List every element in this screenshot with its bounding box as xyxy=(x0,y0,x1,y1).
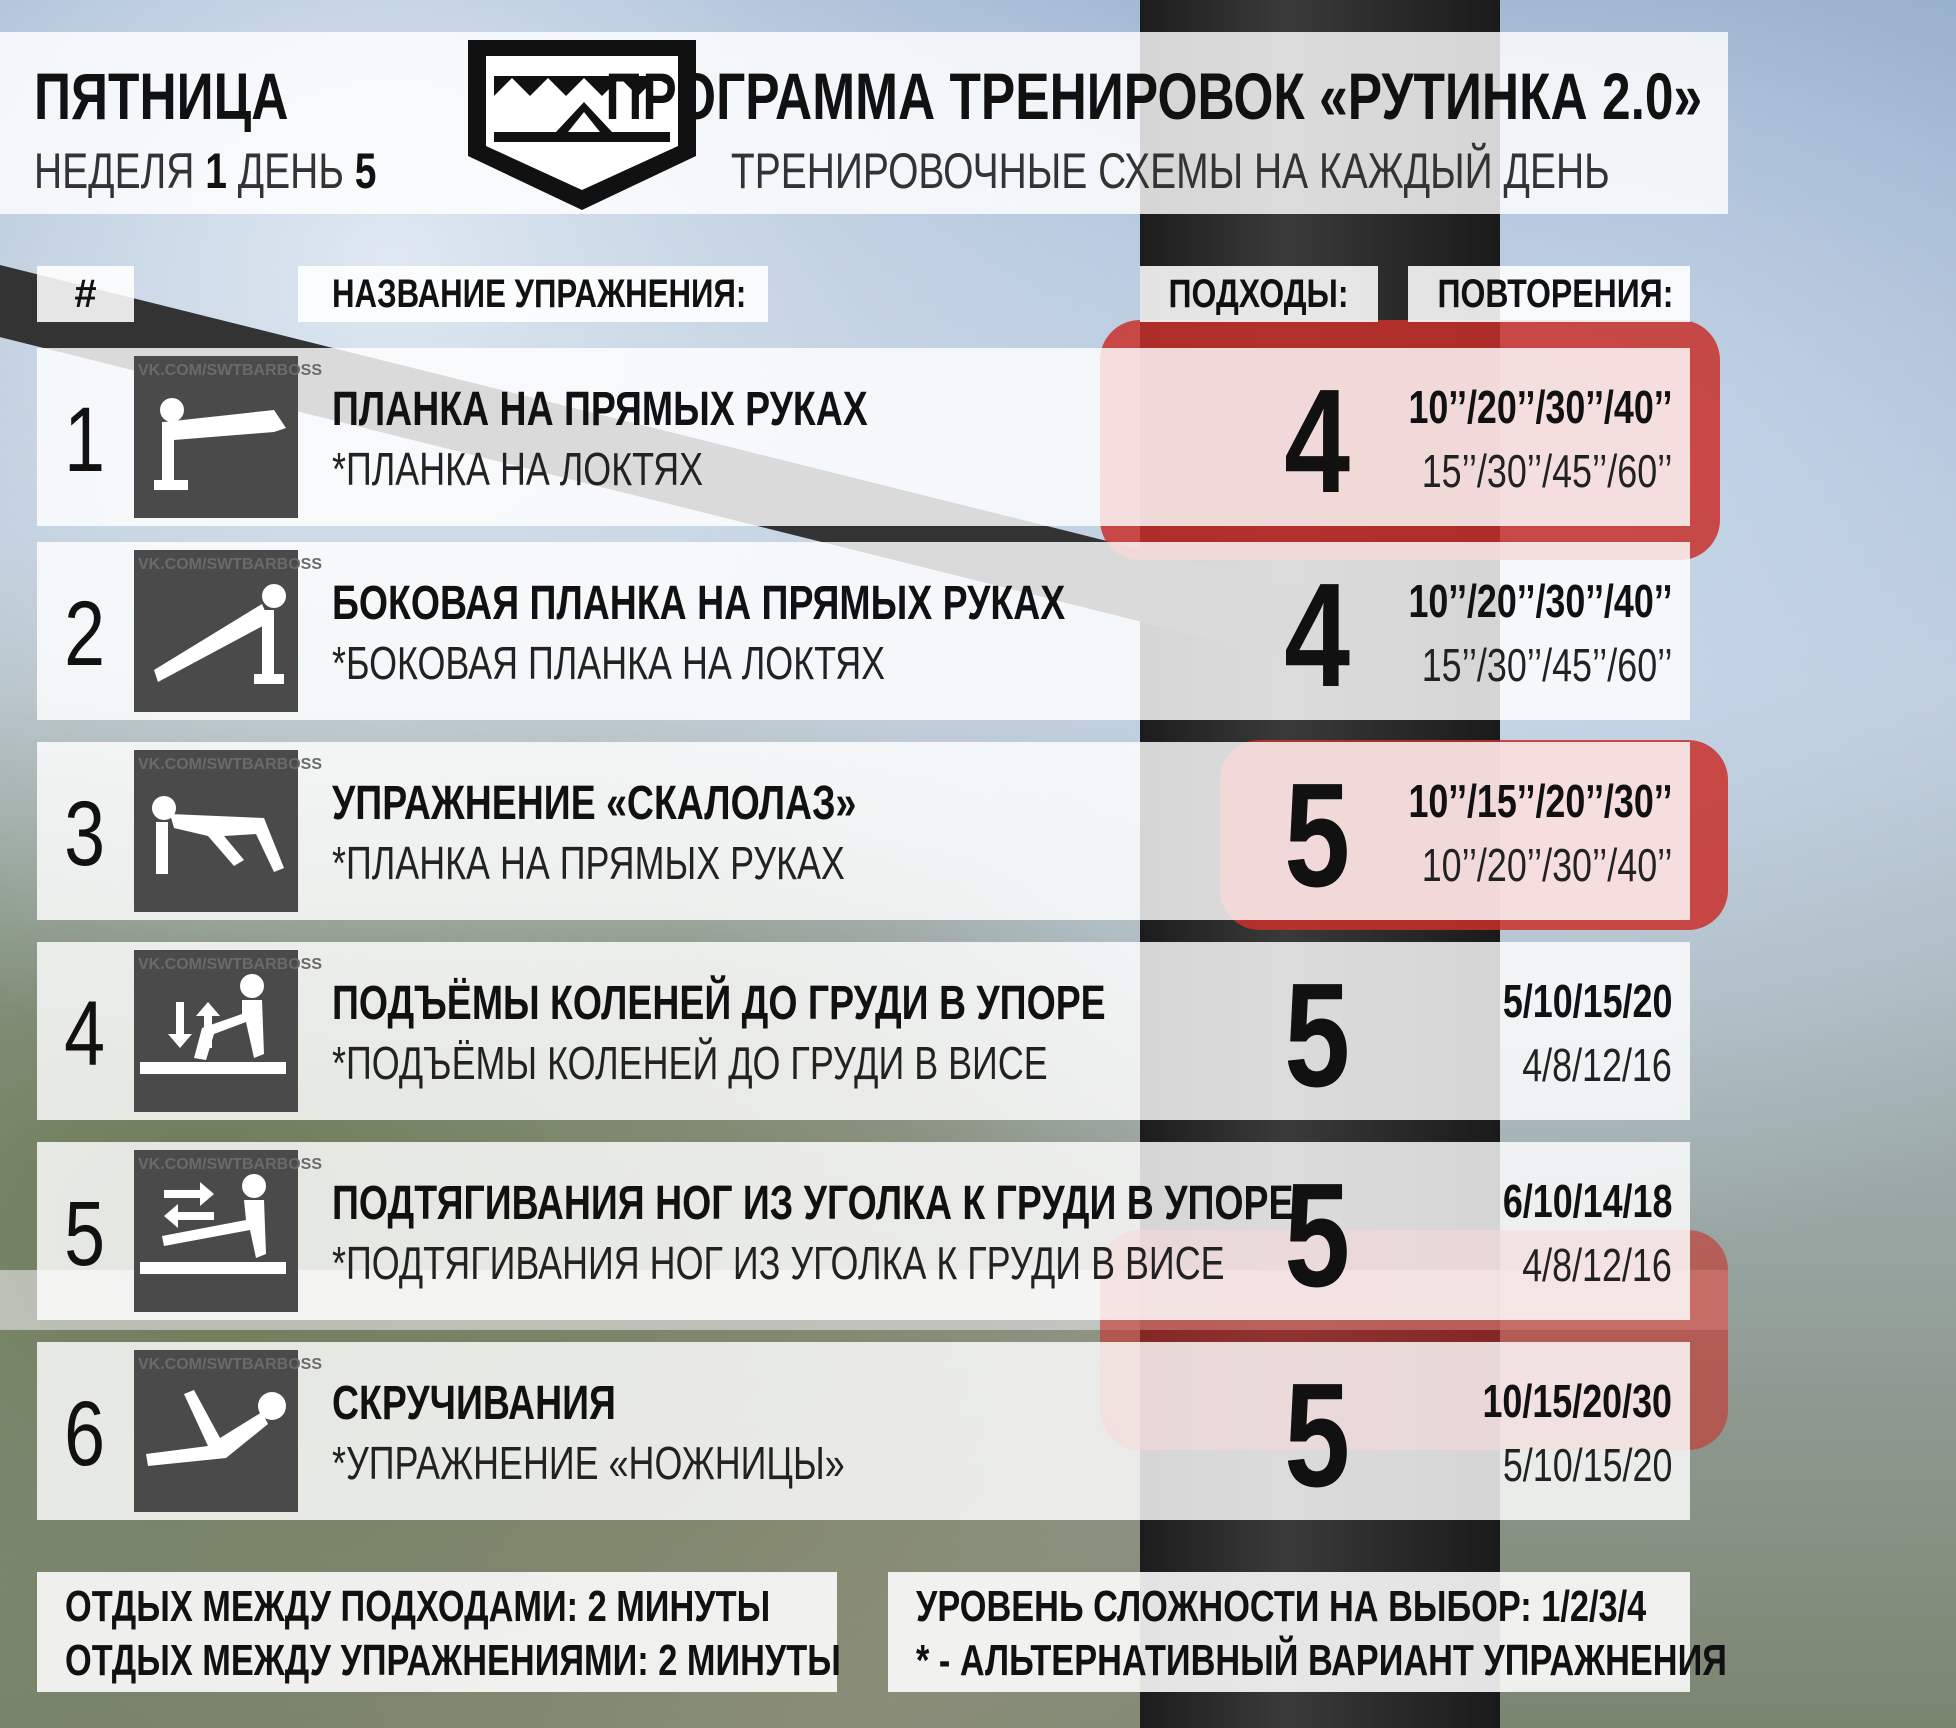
crunch-icon xyxy=(134,1350,322,1512)
exercise-alternative: *БОКОВАЯ ПЛАНКА НА ЛОКТЯХ xyxy=(332,637,886,689)
exercise-sets: 4 xyxy=(1284,359,1350,524)
exercise-number: 3 xyxy=(64,783,106,885)
exercise-row xyxy=(37,348,1690,526)
column-header-name: НАЗВАНИЕ УПРАЖНЕНИЯ: xyxy=(298,266,768,322)
exercise-reps: 10’’/20’’/30’’/40’’ xyxy=(1408,575,1672,627)
exercise-alternative: *ПЛАНКА НА ПРЯМЫХ РУКАХ xyxy=(332,837,845,889)
exercise-row xyxy=(37,742,1690,920)
exercise-name: УПРАЖНЕНИЕ «СКАЛОЛАЗ» xyxy=(332,777,857,830)
exercise-alternative-reps: 10’’/20’’/30’’/40’’ xyxy=(1421,839,1672,891)
exercise-alternative-reps: 5/10/15/20 xyxy=(1502,1439,1672,1491)
exercise-alternative: *ПЛАНКА НА ЛОКТЯХ xyxy=(332,443,704,495)
exercise-row xyxy=(37,1142,1690,1320)
exercise-row xyxy=(37,1342,1690,1520)
side-plank-icon xyxy=(134,550,322,712)
difficulty-info-panel xyxy=(888,1572,1727,1692)
exercise-sets: 5 xyxy=(1284,1153,1350,1318)
exercise-name: СКРУЧИВАНИЯ xyxy=(332,1377,616,1430)
program-title: ПРОГРАММА ТРЕНИРОВОК «РУТИНКА 2.0» xyxy=(605,59,1702,133)
column-header-number: # xyxy=(37,266,134,322)
alternative-note: * - АЛЬТЕРНАТИВНЫЙ ВАРИАНТ УПРАЖНЕНИЯ xyxy=(916,1636,1727,1685)
mountain-climber-icon xyxy=(134,750,322,912)
exercise-alternative-reps: 4/8/12/16 xyxy=(1522,1239,1672,1291)
exercise-reps: 10’’/20’’/30’’/40’’ xyxy=(1408,381,1672,433)
exercise-reps: 5/10/15/20 xyxy=(1502,975,1672,1027)
exercise-number: 2 xyxy=(64,583,106,685)
exercise-number: 5 xyxy=(64,1183,106,1285)
exercise-reps: 10’’/15’’/20’’/30’’ xyxy=(1408,775,1672,827)
watermark-text: VK.COM/SWTBARBOSS xyxy=(138,362,322,379)
exercise-number: 1 xyxy=(64,389,106,491)
watermark-text: VK.COM/SWTBARBOSS xyxy=(138,1356,322,1373)
exercise-alternative-reps: 15’’/30’’/45’’/60’’ xyxy=(1421,639,1672,691)
watermark-text: VK.COM/SWTBARBOSS xyxy=(138,956,322,973)
exercise-sets: 5 xyxy=(1284,1353,1350,1518)
exercise-reps: 10/15/20/30 xyxy=(1482,1375,1672,1427)
exercise-alternative-reps: 4/8/12/16 xyxy=(1522,1039,1672,1091)
exercise-row xyxy=(37,942,1690,1120)
exercise-sets: 5 xyxy=(1284,753,1350,918)
week-day-label: НЕДЕЛЯ 1 ДЕНЬ 5 xyxy=(34,143,377,199)
exercise-number: 6 xyxy=(64,1383,106,1485)
leg-tuck-icon xyxy=(134,1150,322,1312)
exercise-name: ПОДТЯГИВАНИЯ НОГ ИЗ УГОЛКА К ГРУДИ В УПОРЕ xyxy=(332,1177,1294,1230)
rest-info-panel xyxy=(37,1572,841,1692)
straight-arm-plank-icon xyxy=(134,356,322,518)
difficulty-level: УРОВЕНЬ СЛОЖНОСТИ НА ВЫБОР: 1/2/3/4 xyxy=(916,1582,1647,1631)
exercise-alternative-reps: 15’’/30’’/45’’/60’’ xyxy=(1421,445,1672,497)
exercise-sets: 5 xyxy=(1284,953,1350,1118)
exercise-sets: 4 xyxy=(1284,553,1350,718)
exercise-alternative: *ПОДТЯГИВАНИЯ НОГ ИЗ УГОЛКА К ГРУДИ В ВИСЕ xyxy=(332,1237,1225,1289)
column-header-sets: ПОДХОДЫ: xyxy=(1140,266,1378,322)
exercise-row xyxy=(37,542,1690,720)
watermark-text: VK.COM/SWTBARBOSS xyxy=(138,556,322,573)
exercise-name: БОКОВАЯ ПЛАНКА НА ПРЯМЫХ РУКАХ xyxy=(332,577,1066,630)
exercise-reps: 6/10/14/18 xyxy=(1502,1175,1672,1227)
exercise-number: 4 xyxy=(64,983,106,1085)
column-header-reps: ПОВТОРЕНИЯ: xyxy=(1408,266,1690,322)
watermark-text: VK.COM/SWTBARBOSS xyxy=(138,1156,322,1173)
day-title: ПЯТНИЦА xyxy=(34,59,289,133)
rest-between-sets: ОТДЫХ МЕЖДУ ПОДХОДАМИ: 2 МИНУТЫ xyxy=(65,1582,771,1631)
rest-between-exercises: ОТДЫХ МЕЖДУ УПРАЖНЕНИЯМИ: 2 МИНУТЫ xyxy=(65,1636,841,1685)
program-subtitle: ТРЕНИРОВОЧНЫЕ СХЕМЫ НА КАЖДЫЙ ДЕНЬ xyxy=(731,143,1610,199)
knee-raise-icon xyxy=(134,950,322,1112)
exercise-name: ПОДЪЁМЫ КОЛЕНЕЙ ДО ГРУДИ В УПОРЕ xyxy=(332,977,1106,1030)
exercise-name: ПЛАНКА НА ПРЯМЫХ РУКАХ xyxy=(332,383,868,436)
exercise-alternative: *ПОДЪЁМЫ КОЛЕНЕЙ ДО ГРУДИ В ВИСЕ xyxy=(332,1037,1048,1089)
exercise-alternative: *УПРАЖНЕНИЕ «НОЖНИЦЫ» xyxy=(332,1437,845,1489)
watermark-text: VK.COM/SWTBARBOSS xyxy=(138,756,322,773)
